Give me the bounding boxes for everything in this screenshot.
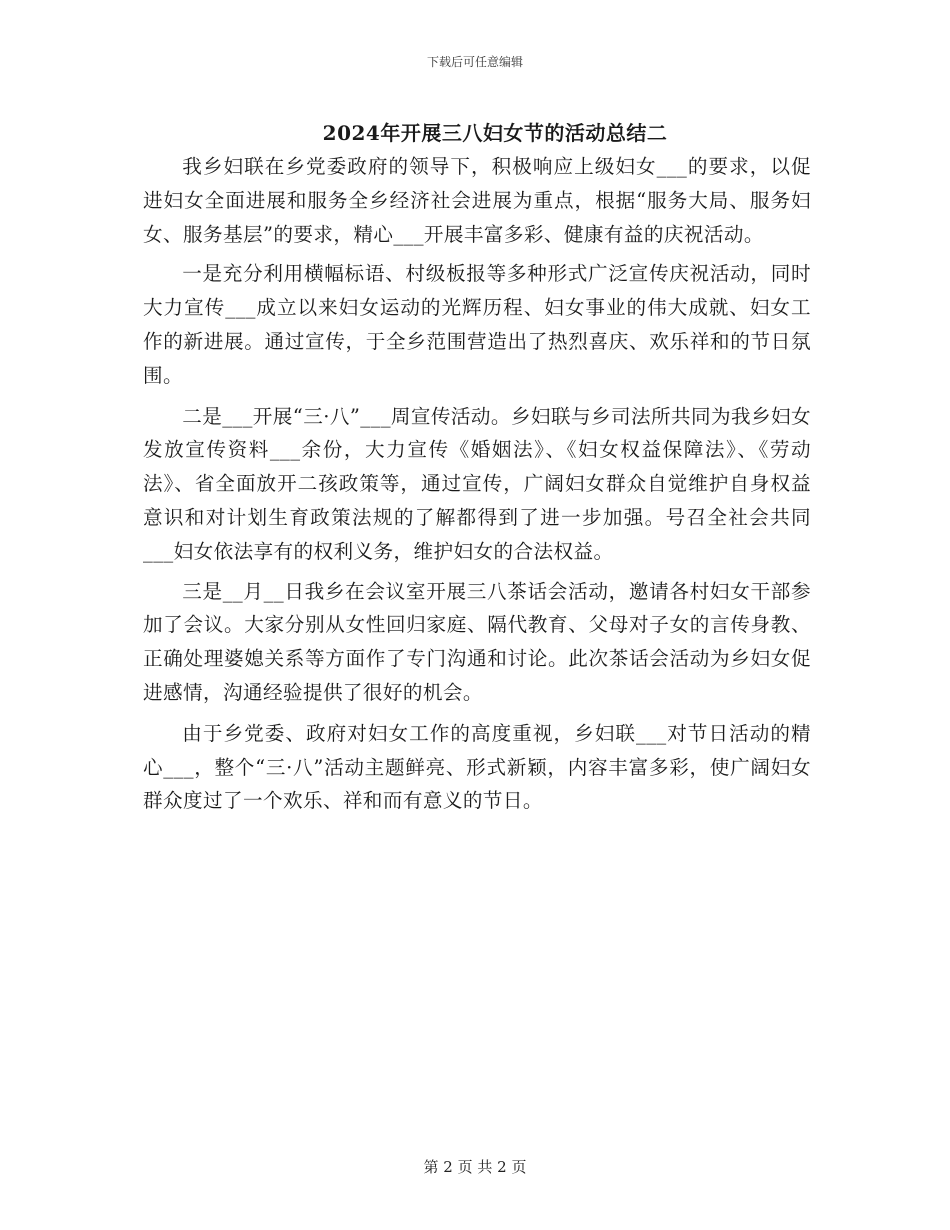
paragraph: 二是___开展“三·八”___周宣传活动。乡妇联与乡司法所共同为我乡妇女发放宣传资料___余份，大力宣传《婚姻法》、《妇女权益保障法》、《劳动法》、省全面放开二孩政策等，通过宣传，广阔妇女群众自觉维护自身权益意识和对计划生育政策法规的了解都得到了进一步加强。号召全社会共同___妇女依法享有的权利义务，维护妇女的合法权益。 (143, 404, 811, 563)
paragraph: 一是充分利用横幅标语、村级板报等多种形式广泛宣传庆祝活动，同时大力宣传___成立以来妇女运动的光辉历程、妇女事业的伟大成就、妇女工作的新进展。通过宣传，于全乡范围营造出了热烈喜庆、欢乐祥和的节日氛围。 (143, 262, 811, 387)
header-note: 下载后可任意编辑 (426, 55, 523, 69)
paragraph: 三是__月__日我乡在会议室开展三八茶话会活动，邀请各村妇女干部参加了会议。大家分别从女性回归家庭、隔代教育、父母对子女的言传身教、正确处理婆媳关系等方面作了专门沟通和讨论。此次茶话会活动为乡妇女促进感情，沟通经验提供了很好的机会。 (143, 579, 811, 704)
paragraph: 我乡妇联在乡党委政府的领导下，积极响应上级妇女___的要求，以促进妇女全面进展和服务全乡经济社会进展为重点，根据“服务大局、服务妇女、服务基层”的要求，精心___开展丰富多彩、健康有益的庆祝活动。 (143, 155, 811, 246)
page-number: 第 2 页 共 2 页 (423, 1158, 527, 1176)
document-title: 2024年开展三八妇女节的活动总结二 (322, 121, 668, 145)
document-body (143, 150, 811, 821)
paragraph: 由于乡党委、政府对妇女工作的高度重视，乡妇联___对节日活动的精心___，整个“三·八”活动主题鲜亮、形式新颖，内容丰富多彩，使广阔妇女群众度过了一个欢乐、祥和而有意义的节日。 (143, 721, 811, 813)
